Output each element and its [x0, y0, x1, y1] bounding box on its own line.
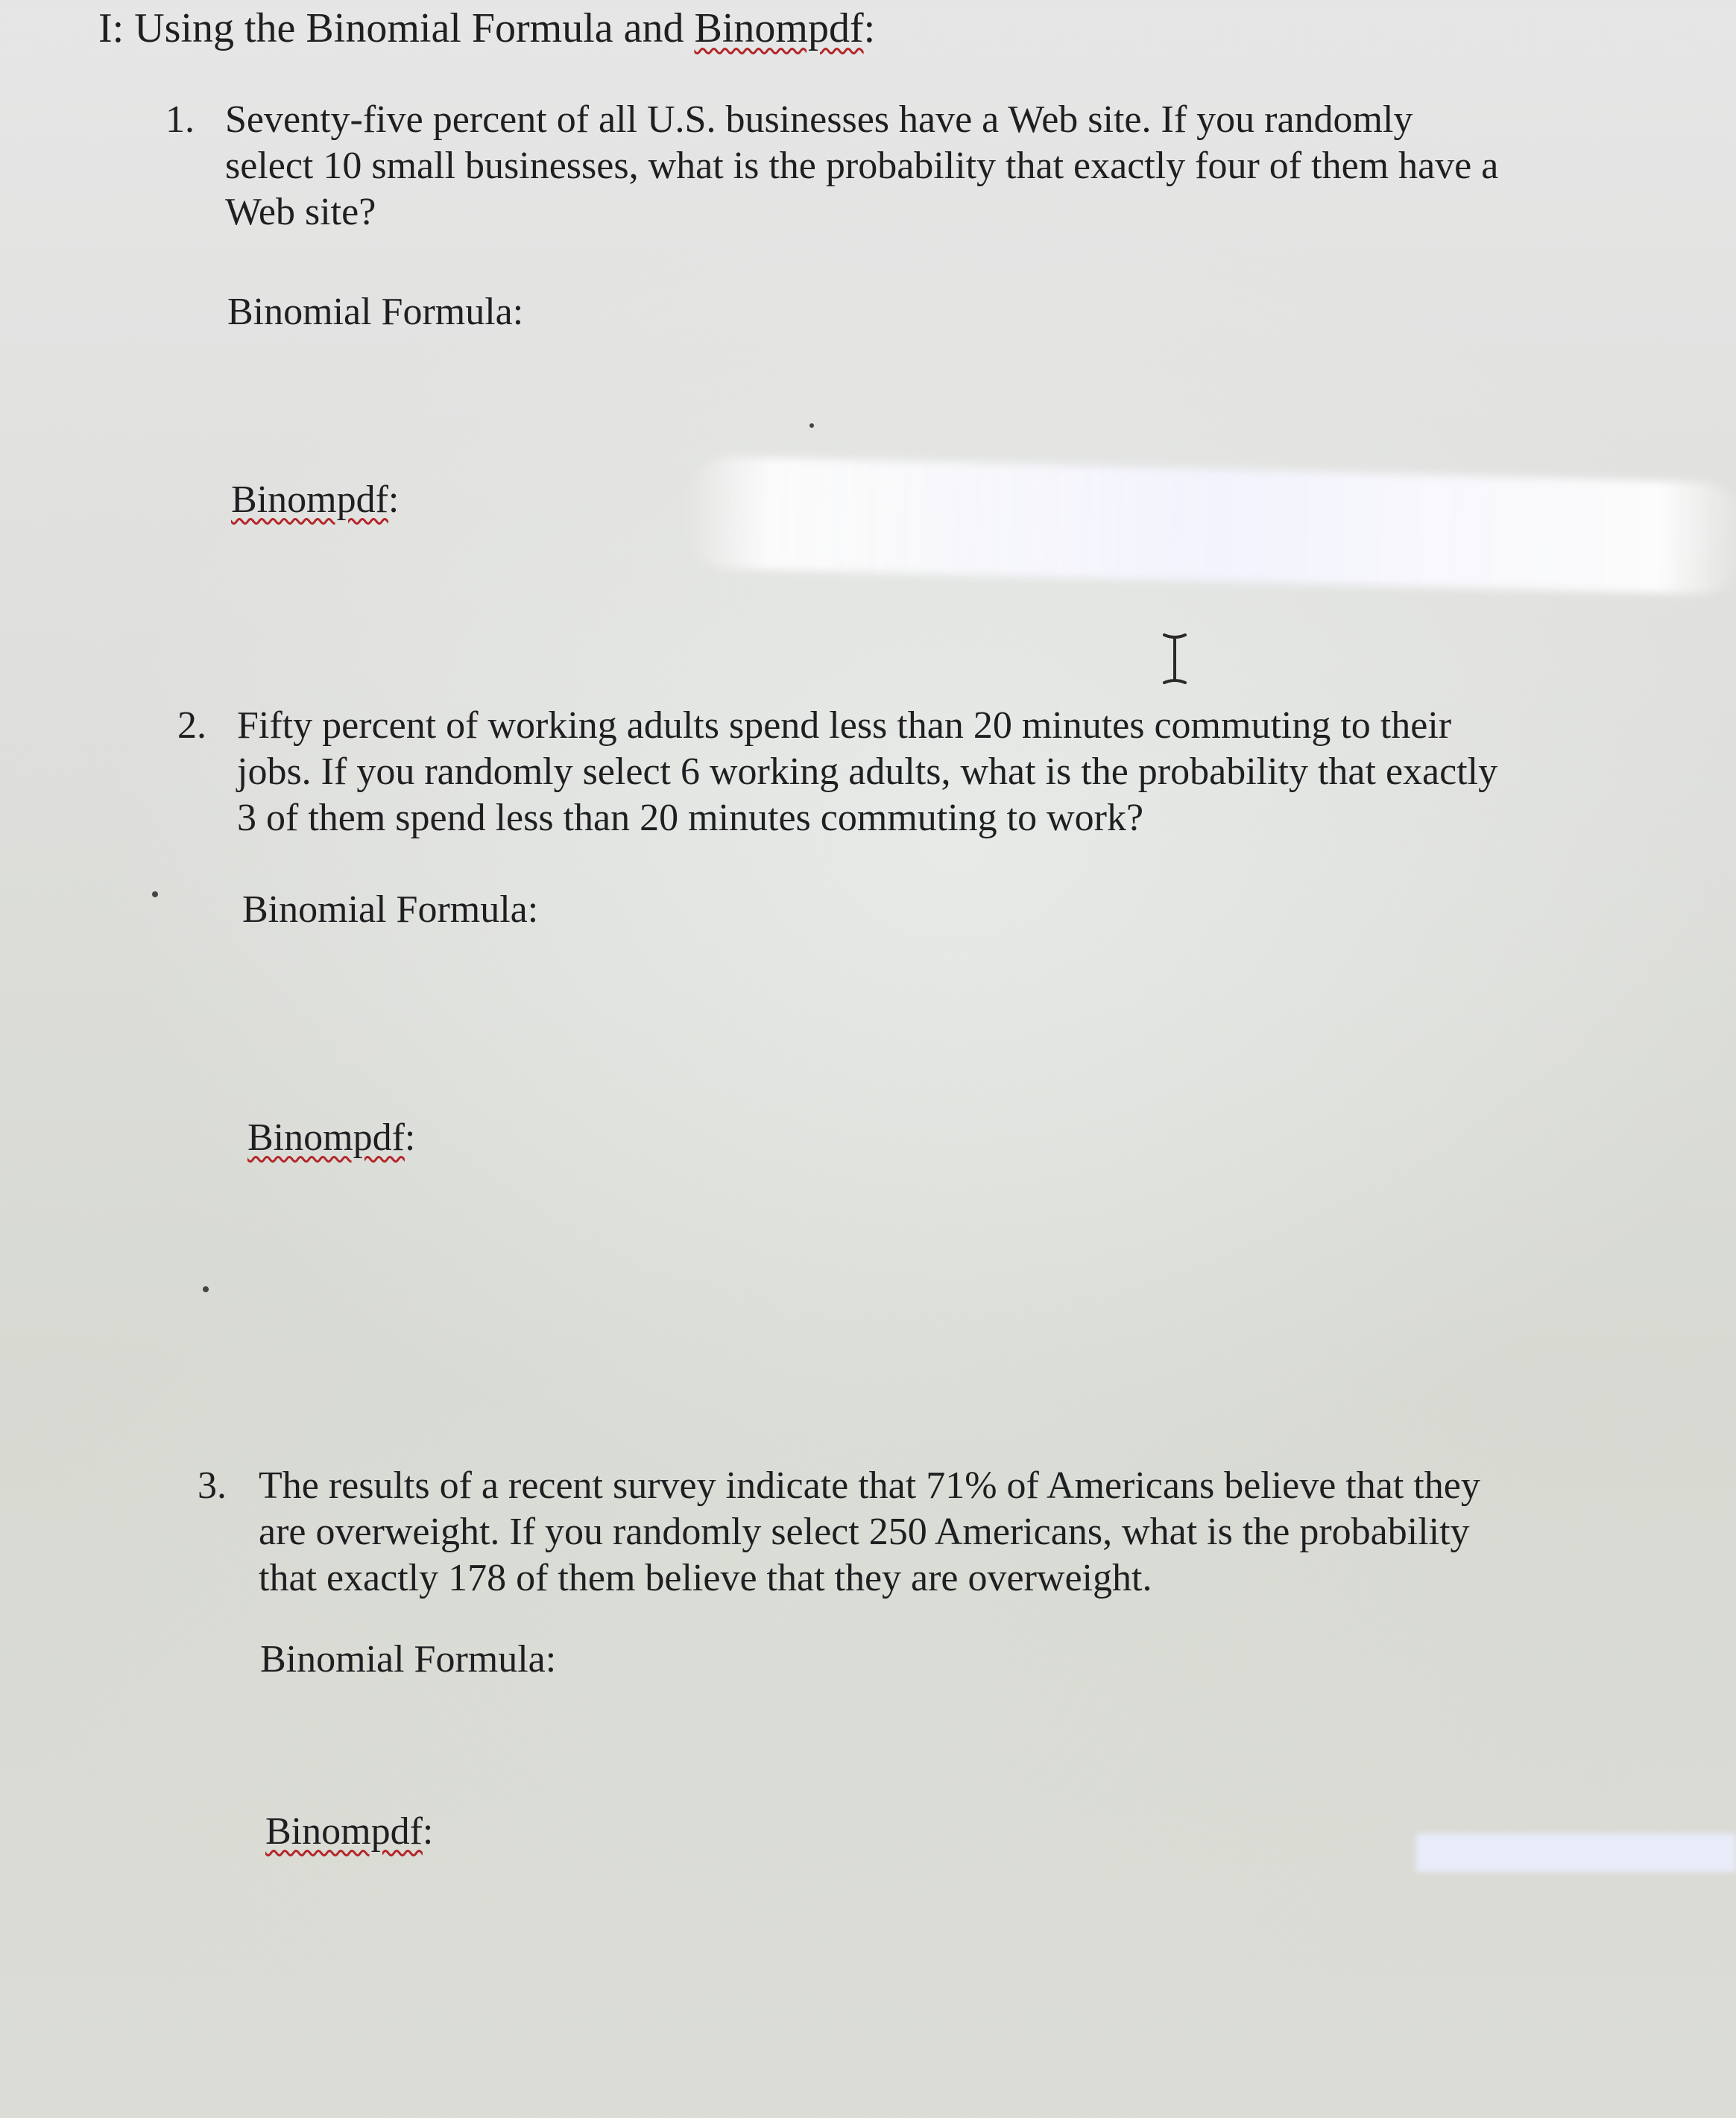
- question-number: 2.: [177, 704, 206, 747]
- binomial-formula-label: Binomial Formula:: [260, 1638, 557, 1681]
- heading-term: Binompdf: [694, 5, 864, 51]
- question-line: that exactly 178 of them believe that they are overweight.: [259, 1557, 1152, 1599]
- question-text: [237, 703, 1609, 841]
- binompdf-term: Binompdf: [231, 478, 388, 521]
- question-number: 1.: [165, 98, 195, 141]
- section-heading: [98, 1, 875, 55]
- question-line: Web site?: [225, 191, 376, 233]
- binompdf-label: [231, 477, 399, 523]
- question-number: 3.: [198, 1464, 227, 1507]
- binompdf-suffix: :: [388, 478, 400, 521]
- question-text: [259, 1463, 1630, 1602]
- binompdf-label: [247, 1115, 415, 1161]
- speck: [152, 891, 158, 897]
- screen-glare: [684, 455, 1736, 595]
- binompdf-label: [265, 1809, 433, 1855]
- question-line: Seventy-five percent of all U.S. businesses have a Web site. If you randomly: [225, 98, 1413, 141]
- question-text: [225, 97, 1597, 235]
- screen-glare-lower: [1416, 1833, 1736, 1872]
- heading-prefix: I: Using the Binomial Formula and: [98, 5, 695, 51]
- question-line: jobs. If you randomly select 6 working adults, what is the probability that exactly: [237, 750, 1498, 793]
- question-line: The results of a recent survey indicate that 71% of Americans believe that they: [259, 1464, 1480, 1507]
- binomial-formula-label: Binomial Formula:: [227, 291, 524, 333]
- speck: [809, 423, 814, 428]
- binompdf-term: Binompdf: [247, 1116, 405, 1159]
- binompdf-term: Binompdf: [265, 1810, 423, 1853]
- question-line: are overweight. If you randomly select 250 Americans, what is the probability: [259, 1511, 1470, 1553]
- question-line: Fifty percent of working adults spend less than 20 minutes commuting to their: [237, 704, 1452, 747]
- question-line: select 10 small businesses, what is the probability that exactly four of them have a: [225, 145, 1499, 187]
- speck: [203, 1286, 209, 1292]
- text-cursor-icon: [1160, 632, 1190, 686]
- binompdf-suffix: :: [404, 1116, 416, 1159]
- heading-suffix: :: [863, 5, 876, 51]
- question-line: 3 of them spend less than 20 minutes commuting to work?: [237, 797, 1144, 839]
- binomial-formula-label: Binomial Formula:: [242, 888, 539, 931]
- binompdf-suffix: :: [422, 1810, 434, 1853]
